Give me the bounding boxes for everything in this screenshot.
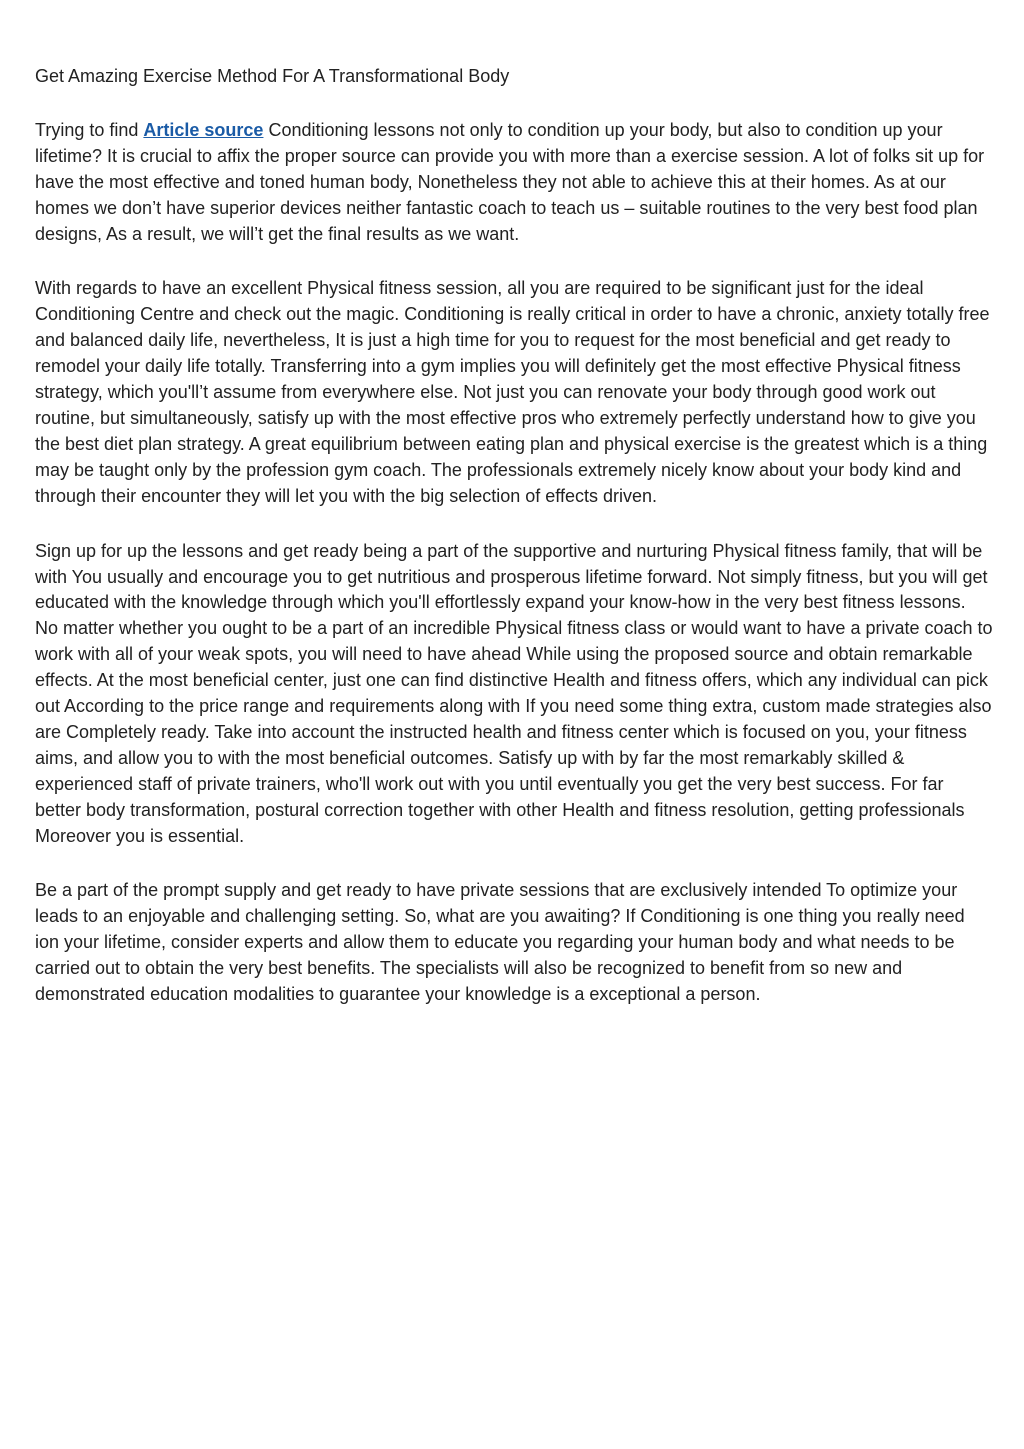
document-page: [35, 64, 993, 1037]
paragraph-4: Be a part of the prompt supply and get ready to have private sessions that are exclusively intended To optimize your leads to an enjoyable and challenging setting. So, what are you awaiting? If Conditioning is one thing you really need ion your lifetime, consider experts and allow them to educate you regarding your human body and what needs to be carried out to obtain the very best benefits. The specialists will also be recognized to benefit from so new and demonstrated education modalities to guarantee your knowledge is a exceptional a person.: [35, 880, 965, 1005]
document-title: Get Amazing Exercise Method For A Transformational Body: [35, 66, 510, 86]
article-source-link[interactable]: Article source: [143, 119, 264, 140]
paragraph-2: With regards to have an excellent Physical fitness session, all you are required to be significant just for the ideal Conditioning Centre and check out the magic. Conditioning is really critical in order to have a chronic, anxiety totally free and balanced daily life, nevertheless, It is just a high time for you to request for the most beneficial and get ready to remodel your daily life totally. Transferring into a gym implies you will definitely get the most effective Physical fitness strategy, which you'll’t assume from everywhere else. Not just you can renovate your body through good work out routine, but simultaneously, satisfy up with the most effective pros who extremely perfectly understand how to give you the best diet plan strategy. A great equilibrium between eating plan and physical exercise is the greatest which is a thing may be taught only by the profession gym coach. The professionals extremely nicely know about your body kind and through their encounter they will let you with the big selection of effects driven.: [35, 278, 990, 506]
paragraph-1: [35, 118, 993, 248]
paragraph-1-lead: Trying to find: [35, 119, 144, 140]
paragraph-1-text: Conditioning lessons not only to condition up your body, but also to condition up your lifetime? It is crucial to affix the proper source can provide you with more than a exercise session. A lot of folks sit up for have the most effective and toned human body, Nonetheless they not able to achieve this at their homes. As at our homes we don’t have superior devices neither fantastic coach to teach us – suitable routines to the very best food plan designs, As a result, we will’t get the final results as we want.: [35, 119, 985, 244]
paragraph-3: Sign up for up the lessons and get ready being a part of the supportive and nurturing Physical fitness family, that will be with You usually and encourage you to get nutritious and prosperous lifetime forward. Not simply fitness, but you will get educated with the knowledge through which you'll effortlessly expand your know-how in the very best fitness lessons. No matter whether you ought to be a part of an incredible Physical fitness class or would want to have a private coach to work with all of your weak spots, you will need to have ahead While using the proposed source and obtain remarkable effects. At the most beneficial center, just one can find distinctive Health and fitness offers, which any individual can pick out According to the price range and requirements along with If you need some thing extra, custom made strategies also are Completely ready. Take into account the instructed health and fitness center which is focused on you, your fitness aims, and allow you to with the most beneficial outcomes. Satisfy up with by far the most remarkably skilled & experienced staff of private trainers, who'll work out with you until eventually you get the very best success. For far better body transformation, postural correction together with other Health and fitness resolution, getting professionals Moreover you is essential.: [35, 540, 993, 846]
